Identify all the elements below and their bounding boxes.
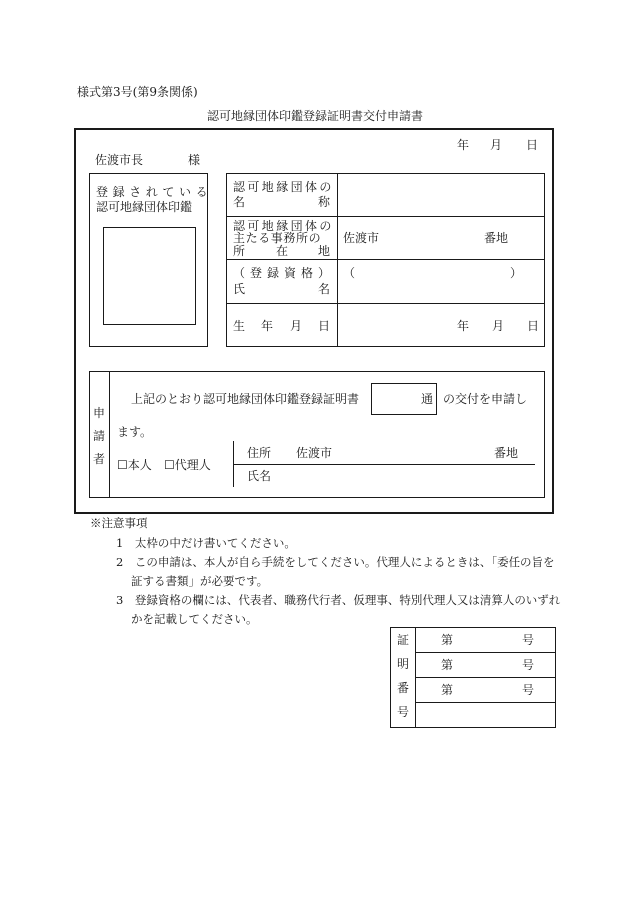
office-label-b: 主たる事務所の [233, 231, 322, 245]
applicant-name-label: 氏名 [247, 469, 272, 483]
note-item-2-line1: 2 この申請は、本人が自ら手続をしてください。代理人によるときは、「委任の旨を [116, 555, 555, 569]
date-month-label: 月 [490, 138, 503, 152]
applicant-statement-part1: 上記のとおり認可地縁団体印鑑登録証明書 [131, 392, 360, 406]
note-item-3-line2: かを記載してください。 [131, 612, 258, 626]
form-title: 認可地縁団体印鑑登録証明書交付申請書 [207, 109, 424, 123]
birthdate-label-1: 生 [233, 319, 246, 333]
seal-stamp-area[interactable] [103, 227, 196, 325]
seal-box-label-line2: 認可地縁団体印鑑 [96, 200, 193, 214]
date-year-label: 年 [457, 138, 470, 152]
info-row-sep-2 [226, 259, 545, 260]
cert-label-2: 明 [397, 657, 410, 671]
office-address-field[interactable] [380, 220, 480, 256]
cert-row-sep-1 [415, 652, 556, 653]
office-label-c3: 地 [318, 244, 331, 258]
notes-heading: ※注意事項 [90, 516, 148, 530]
note-item-1: 1 太枠の中だけ書いてください。 [116, 536, 296, 550]
representative-name-label-b2: 名 [318, 282, 331, 296]
qualification-name-field[interactable] [355, 263, 505, 299]
birthdate-day: 日 [527, 319, 540, 333]
applicant-side-label-3: 者 [93, 452, 106, 466]
applicant-name-field[interactable] [275, 467, 530, 486]
birthdate-year: 年 [457, 319, 470, 333]
seal-box-label-line1 [96, 185, 213, 199]
applicant-address-underline [233, 464, 535, 465]
option-proxy-label: 代理人 [174, 458, 211, 472]
qualification-paren-close: ） [510, 266, 523, 280]
office-city: 佐渡市 [343, 231, 380, 245]
note-item-3-line1: 3 登録資格の欄には、代表者、職務代行者、仮理事、特別代理人又は清算人のいずれ [116, 593, 561, 607]
cert-label-3: 番 [397, 681, 410, 695]
note-item-2-line2: 証する書類」が必要です。 [131, 574, 269, 588]
qualification-label: （登録資格） [233, 266, 336, 280]
qualification-paren-open: （ [343, 266, 356, 280]
applicant-side-label-1: 申 [93, 406, 106, 420]
proxy-checkbox-icon[interactable]: ☐ [164, 458, 175, 472]
date-day-label: 日 [526, 138, 539, 152]
org-name-label-b1: 名 [233, 195, 246, 209]
applicant-address-label: 住所 [247, 446, 272, 460]
option-proxy[interactable] [164, 459, 211, 471]
cert-row-3-prefix: 第 [441, 683, 454, 697]
applicant-address-city: 佐渡市 [296, 446, 333, 460]
representative-name-label-b1: 氏 [233, 282, 246, 296]
addressee-honorific: 様 [188, 153, 201, 167]
cert-row-2-suffix: 号 [522, 658, 535, 672]
applicant-side-label-2: 請 [93, 429, 106, 443]
option-self[interactable] [117, 459, 152, 471]
cert-row-2-prefix: 第 [441, 658, 454, 672]
cert-row-sep-2 [415, 677, 556, 678]
org-name-label-b2: 称 [318, 195, 331, 209]
copy-count-unit: 通 [421, 392, 434, 406]
info-row-sep-1 [226, 216, 545, 217]
info-row-sep-3 [226, 303, 545, 304]
cert-row-1-suffix: 号 [522, 633, 535, 647]
birthdate-month: 月 [492, 319, 505, 333]
cert-label-1: 証 [397, 633, 410, 647]
office-label-c1: 所 [233, 244, 246, 258]
birthdate-label-2: 年 [261, 319, 274, 333]
seal-box-line1-text: 登録されている [96, 185, 213, 199]
addressee-name: 佐渡市長 [95, 153, 144, 167]
applicant-statement-part2: の交付を申請し [443, 392, 528, 406]
birthdate-label-4: 日 [318, 319, 331, 333]
self-checkbox-icon[interactable]: ☐ [117, 458, 128, 472]
birthdate-label-3: 月 [290, 319, 303, 333]
office-label-a: 認可地縁団体の [233, 219, 334, 233]
applicant-address-field[interactable] [335, 443, 490, 462]
org-name-field[interactable] [340, 176, 542, 213]
org-name-label-a: 認可地縁団体の [233, 180, 334, 194]
applicant-side-divider [109, 371, 110, 498]
option-self-label: 本人 [127, 458, 152, 472]
form-code: 様式第3号(第9条関係) [77, 85, 198, 99]
cert-row-3-suffix: 号 [522, 683, 535, 697]
office-banchi: 番地 [484, 231, 509, 245]
birthdate-field[interactable] [340, 306, 450, 344]
cert-label-4: 号 [397, 705, 410, 719]
office-label-c2: 在 [276, 244, 289, 258]
info-table-divider [337, 173, 338, 347]
cert-row-1-prefix: 第 [441, 633, 454, 647]
applicant-address-banchi: 番地 [494, 446, 519, 460]
applicant-statement-line2: ます。 [117, 425, 153, 439]
cert-row-sep-3 [415, 702, 556, 703]
